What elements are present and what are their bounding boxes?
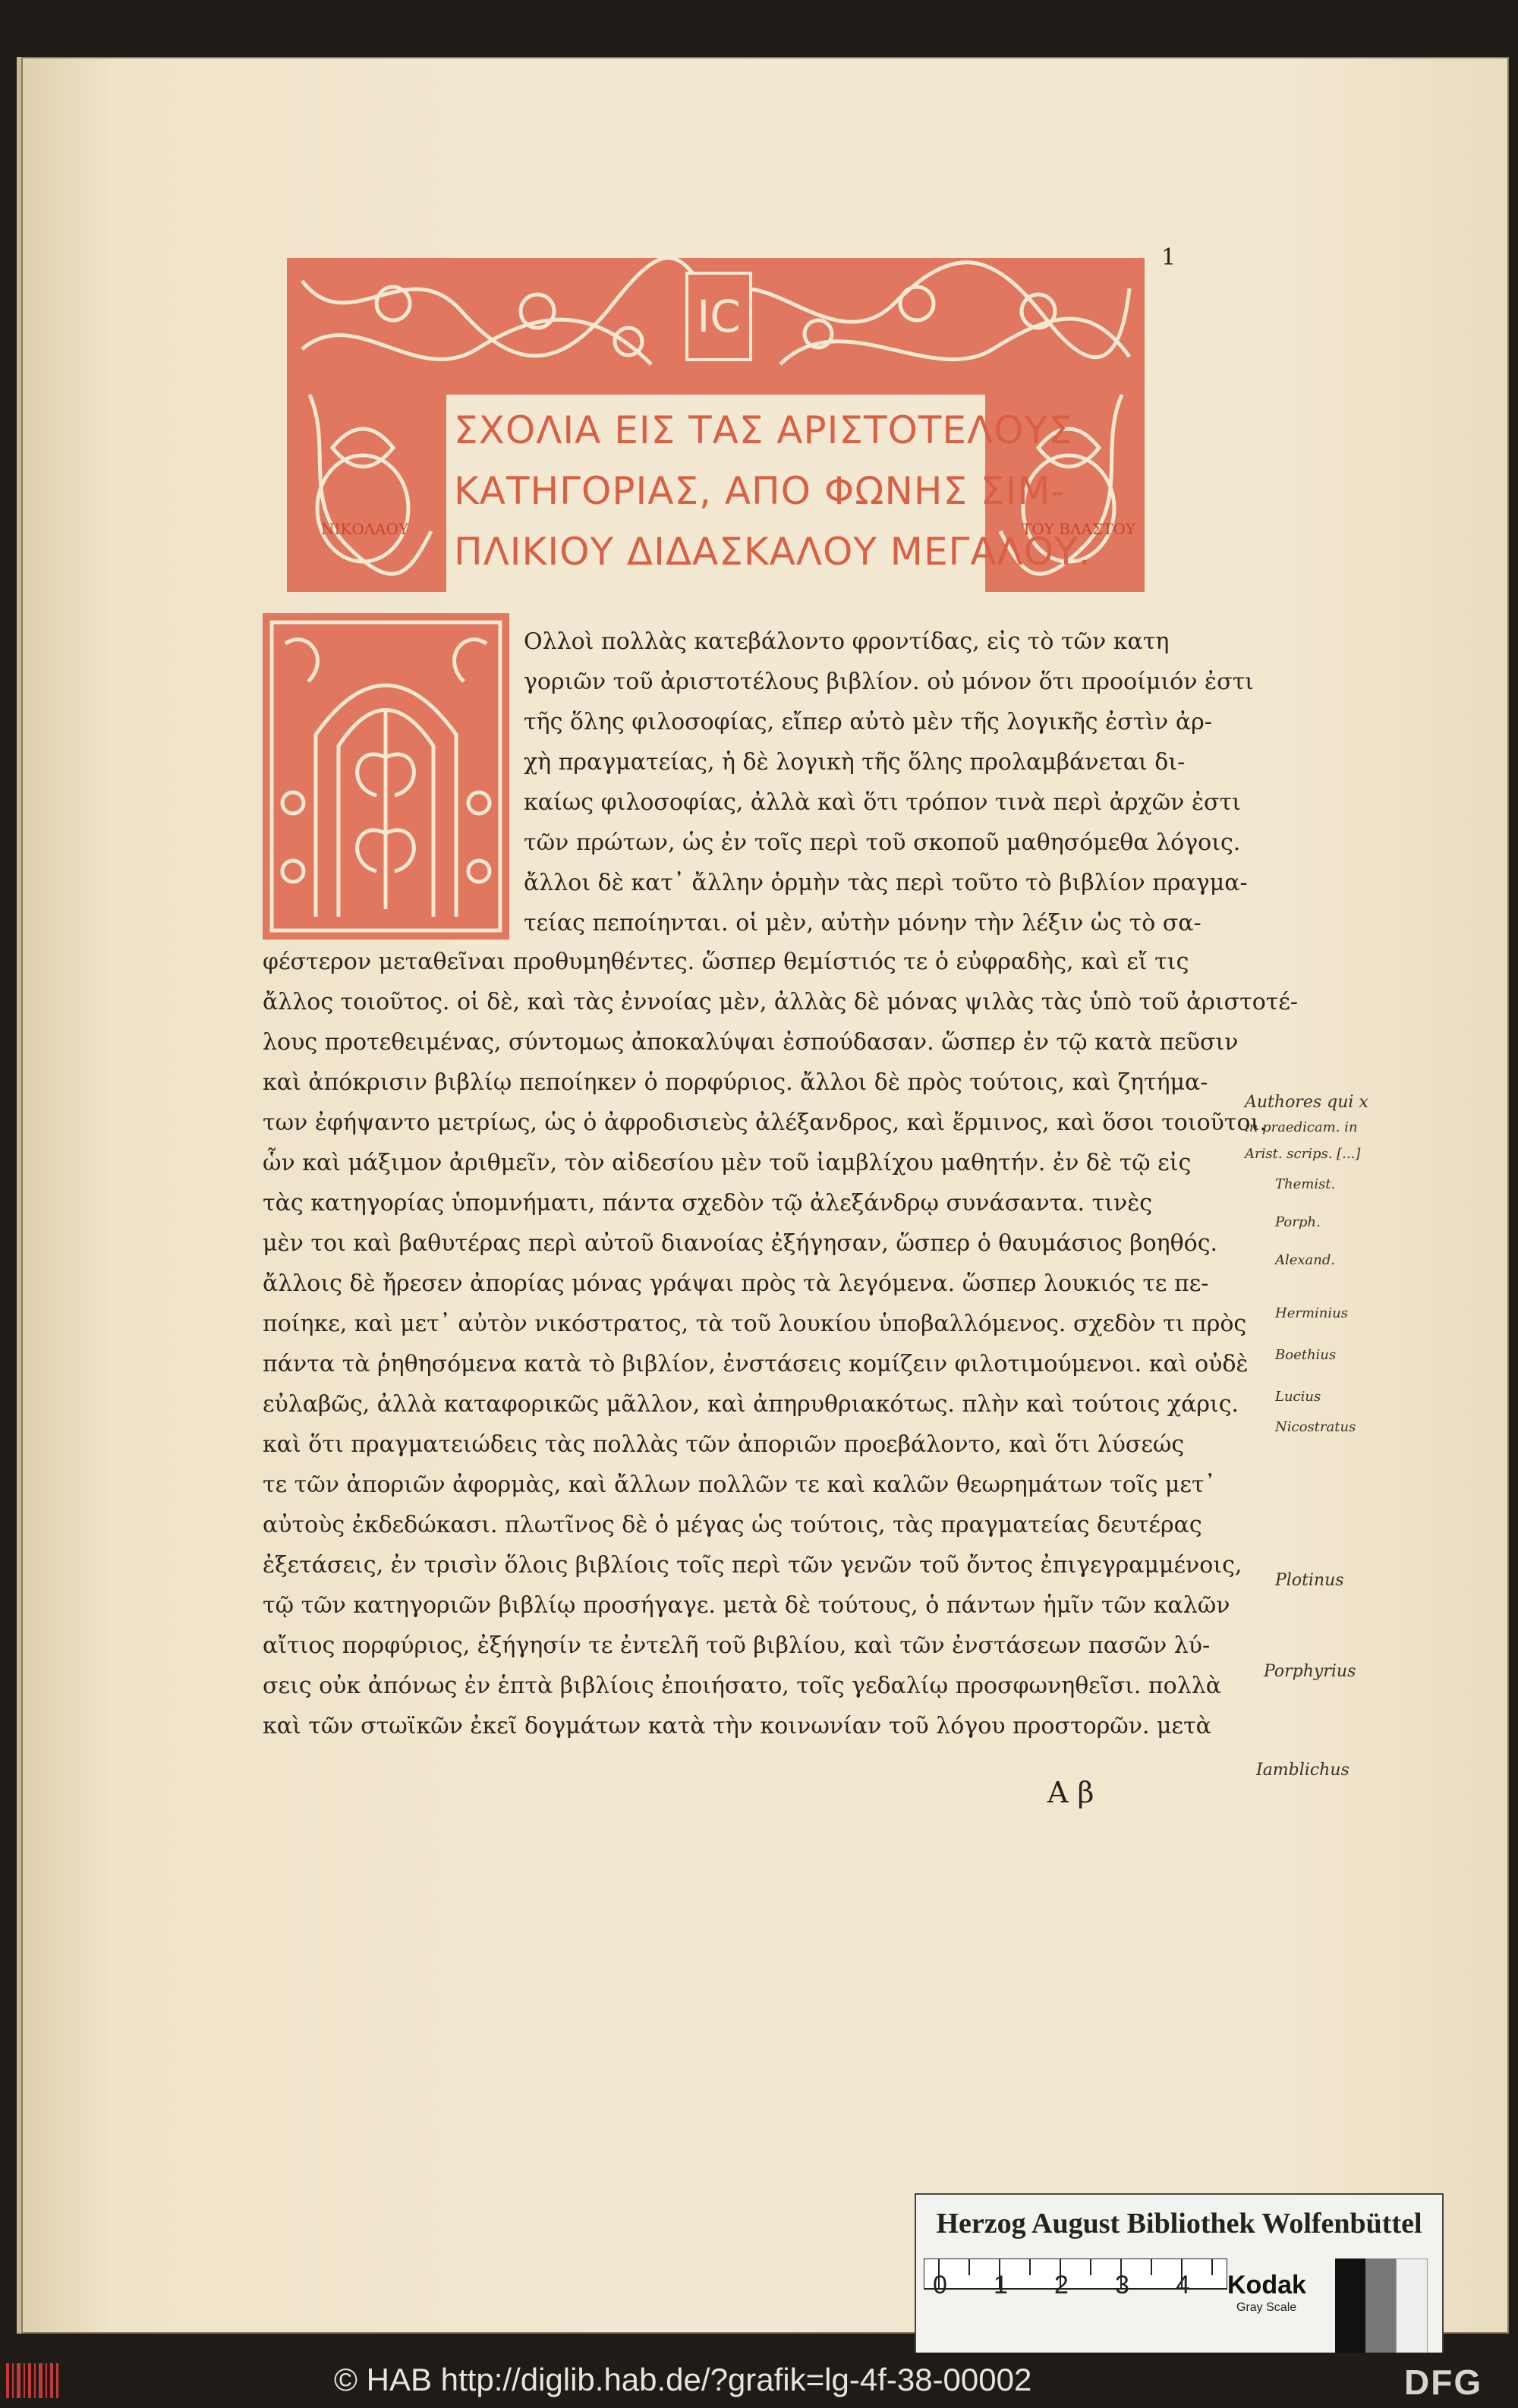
decorated-initial (263, 613, 509, 940)
body-line: ἐξετάσεις, ἐν τρισὶν ὅλοις βιβλίοις τοῖς περὶ τῶν γενῶν τοῦ ὄντος ἐπιγεγραμμένοις, (263, 1552, 1242, 1579)
body-line: ἄλλος τοιοῦτος. οἱ δὲ, καὶ τὰς ἐννοίας μὲν, ἀλλὰς δὲ μόνας ψιλὰς τὰς ὑπὸ τοῦ ἀριστοτέ- (263, 989, 1299, 1015)
body-line: τὰς κατηγορίας ὑπομνήματι, πάντα σχεδὸν τῷ ἀλεξάνδρῳ συνάσαντα. τινὲς (263, 1190, 1153, 1217)
body-line: τε τῶν ἀποριῶν ἀφορμὰς, καὶ ἄλλων πολλῶν τε καὶ καλῶν θεωρημάτων τοῖς μετ᾽ (263, 1472, 1216, 1498)
margin-note: Lucius (1275, 1389, 1321, 1405)
margin-note: Porph. (1275, 1214, 1321, 1230)
margin-note: Authores qui x (1245, 1093, 1368, 1112)
headpiece-ornament (287, 258, 1145, 592)
margin-note: Alexand. (1275, 1252, 1336, 1268)
body-line: τῷ τῶν κατηγοριῶν βιβλίῳ προσήγαγε. μετὰ δὲ τούτους, ὁ πάντων ἡμῖν τῶν καλῶν (263, 1592, 1230, 1619)
body-line: φέστερον μεταθεῖναι προθυμηθέντες. ὥσπερ θεμίστιός τε ὁ εὐφραδὴς, καὶ εἴ τις (263, 949, 1189, 975)
gray-patch-mid (1365, 2258, 1396, 2357)
margin-note: Nicostratus (1275, 1419, 1356, 1435)
ruler-number: 4 (1176, 2271, 1190, 2299)
body-line: εὐλαβῶς, ἀλλὰ καταφορικῶς μᾶλλον, καὶ ἀπηρυθριακότως. πλὴν καὶ τούτοις χάρις. (263, 1391, 1239, 1418)
body-line: των ἐφήψαντο μετρίως, ὡς ὁ ἀφροδισιεὺς ἀλέξανδρος, καὶ ἕρμινος, καὶ ὅσοι τοιοῦτοι. (263, 1110, 1267, 1136)
folio-number: 1 (1161, 244, 1176, 271)
body-line: ὧν καὶ μάξιμον ἀριθμεῖν, τὸν αἰδεσίου μὲν τοῦ ἰαμβλίχου μαθητήν. ἐν δὲ τῷ εἰς (263, 1150, 1192, 1176)
gray-scale-label: Gray Scale (1236, 2301, 1297, 2314)
body-line: τῆς ὅλης φιλοσοφίας, εἴπερ αὐτὸ μὲν τῆς λογικῆς ἐστὶν ἀρ- (524, 709, 1212, 735)
body-line: ἄλλοι δὲ κατ᾽ ἄλλην ὁρμὴν τὰς περὶ τοῦτο τὸ βιβλίον πραγμα- (524, 870, 1248, 896)
margin-note: Boethius (1275, 1347, 1337, 1363)
title-line-1: ΣΧΟΛΙΑ ΕΙΣ ΤΑΣ ΑΡΙΣΤΟΤΕΛΟΥΣ (454, 408, 1073, 452)
signature-mark: A β (1047, 1776, 1094, 1809)
body-line: πάντα τὰ ῥηθησόμενα κατὰ τὸ βιβλίον, ἐνστάσεις κομίζειν φιλοτιμούμενοι. καὶ οὐδὲ (263, 1351, 1249, 1377)
body-line: καὶ ἀπόκρισιν βιβλίῳ πεποίηκεν ὁ πορφύριος. ἄλλοι δὲ πρὸς τούτοις, καὶ ζητήμα- (263, 1069, 1208, 1096)
copyright-link[interactable]: © HAB http://diglib.hab.de/?grafik=lg-4f-38-00002 (334, 2362, 1032, 2397)
left-printer-label: ΝΙΚΟΛΑΟΥ (321, 520, 409, 538)
ruler-number: 0 (933, 2271, 947, 2299)
margin-note: Iamblichus (1256, 1761, 1350, 1780)
body-line: τείας πεποίηνται. οἱ μὲν, αὐτὴν μόνην τὴν λέξιν ὡς τὸ σα- (524, 910, 1201, 936)
margin-note: Plotinus (1275, 1571, 1344, 1590)
margin-note: Herminius (1275, 1305, 1348, 1321)
margin-note: Arist. scrips. [...] (1245, 1146, 1361, 1162)
margin-note: Themist. (1275, 1176, 1336, 1192)
library-label (915, 2193, 1444, 2378)
margin-note: Porphyrius (1264, 1662, 1356, 1681)
margin-note: in praedicam. in (1245, 1119, 1358, 1135)
title-line-3: ΠΛΙΚΙΟΥ ΔΙΔΑΣΚΑΛΟΥ ΜΕΓΑΛΟΥ. (454, 530, 1091, 574)
kodak-logo: Kodak (1227, 2271, 1306, 2299)
ruler-number: 3 (1115, 2271, 1129, 2299)
body-line: καίως φιλοσοφίας, ἀλλὰ καὶ ὅτι τρόπον τινὰ περὶ ἀρχῶν ἐστι (524, 789, 1241, 816)
barcode-icon (6, 2363, 67, 2398)
library-title: Herzog August Bibliothek Wolfenbüttel (936, 2208, 1422, 2240)
right-printer-label: ΤΟΥ ΒΛΑΣΤΟΥ (1022, 520, 1135, 538)
ruler-number: 1 (994, 2271, 1008, 2299)
gray-patch-black (1335, 2258, 1365, 2357)
initial-ornament (263, 613, 509, 940)
body-line: μὲν τοι καὶ βαθυτέρας περὶ αὐτοῦ διανοίας ἐξήγησαν, ὥσπερ ὁ θαυμάσιος βοηθός. (263, 1230, 1218, 1257)
title-line-2: ΚΑΤΗΓΟΡΙΑΣ, ΑΠΟ ΦΩΝΗΣ ΣΙΜ- (454, 469, 1066, 513)
body-line: καὶ τῶν στωϊκῶν ἐκεῖ δογμάτων κατὰ τὴν κοινωνίαν τοῦ λόγου προστορῶν. μετὰ (263, 1713, 1211, 1739)
footer-bar (0, 2353, 1518, 2408)
body-line: λους προτεθειμένας, σύντομως ἀποκαλύψαι ἐσπούδασαν. ὥσπερ ἐν τῷ κατὰ πεῦσιν (263, 1029, 1239, 1056)
body-line: σεις οὐκ ἀπόνως ἐν ἑπτὰ βιβλίοις ἐποιήσατο, τοῖς γεδαλίῳ προσφωνηθεῖσι. πολλὰ (263, 1673, 1221, 1699)
gray-patch-white (1396, 2258, 1428, 2359)
body-line: γοριῶν τοῦ ἀριστοτέλους βιβλίον. οὐ μόνον ὅτι προοίμιόν ἐστι (524, 669, 1254, 695)
dfg-logo: DFG (1404, 2362, 1483, 2402)
body-line: χὴ πραγματείας, ἡ δὲ λογικὴ τῆς ὅλης προλαμβάνεται δι- (524, 749, 1186, 776)
body-line: τῶν πρώτων, ὡς ἐν τοῖς περὶ τοῦ σκοποῦ μαθησόμεθα λόγοις. (524, 829, 1241, 856)
ruler-number: 2 (1054, 2271, 1069, 2299)
body-line: ποίηκε, καὶ μετ᾽ αὐτὸν νικόστρατος, τὰ τοῦ λουκίου ὑποβαλλόμενος. σχεδὸν τι πρὸς (263, 1311, 1247, 1337)
body-line: αἴτιος πορφύριος, ἐξήγησίν τε ἐντελῆ τοῦ βιβλίου, καὶ τῶν ἐνστάσεων πασῶν λύ- (263, 1632, 1211, 1659)
body-line: ἄλλοις δὲ ἤρεσεν ἀπορίας μόνας γράψαι πρὸς τὰ λεγόμενα. ὥσπερ λουκιός τε πε- (263, 1270, 1209, 1297)
body-line: καὶ ὅτι πραγματειώδεις τὰς πολλὰς τῶν ἀποριῶν προεβάλοντο, καὶ ὅτι λύσεώς (263, 1431, 1185, 1458)
body-line: Ολλοὶ πολλὰς κατεβάλοντο φροντίδας, εἰς τὸ τῶν κατη (524, 628, 1170, 655)
body-line: αὐτοὺς ἐκδεδώκασι. πλωτῖνος δὲ ὁ μέγας ὡς τούτοις, τὰς πραγματείας δευτέρας (263, 1512, 1202, 1538)
ic-monogram: IC (685, 272, 752, 361)
